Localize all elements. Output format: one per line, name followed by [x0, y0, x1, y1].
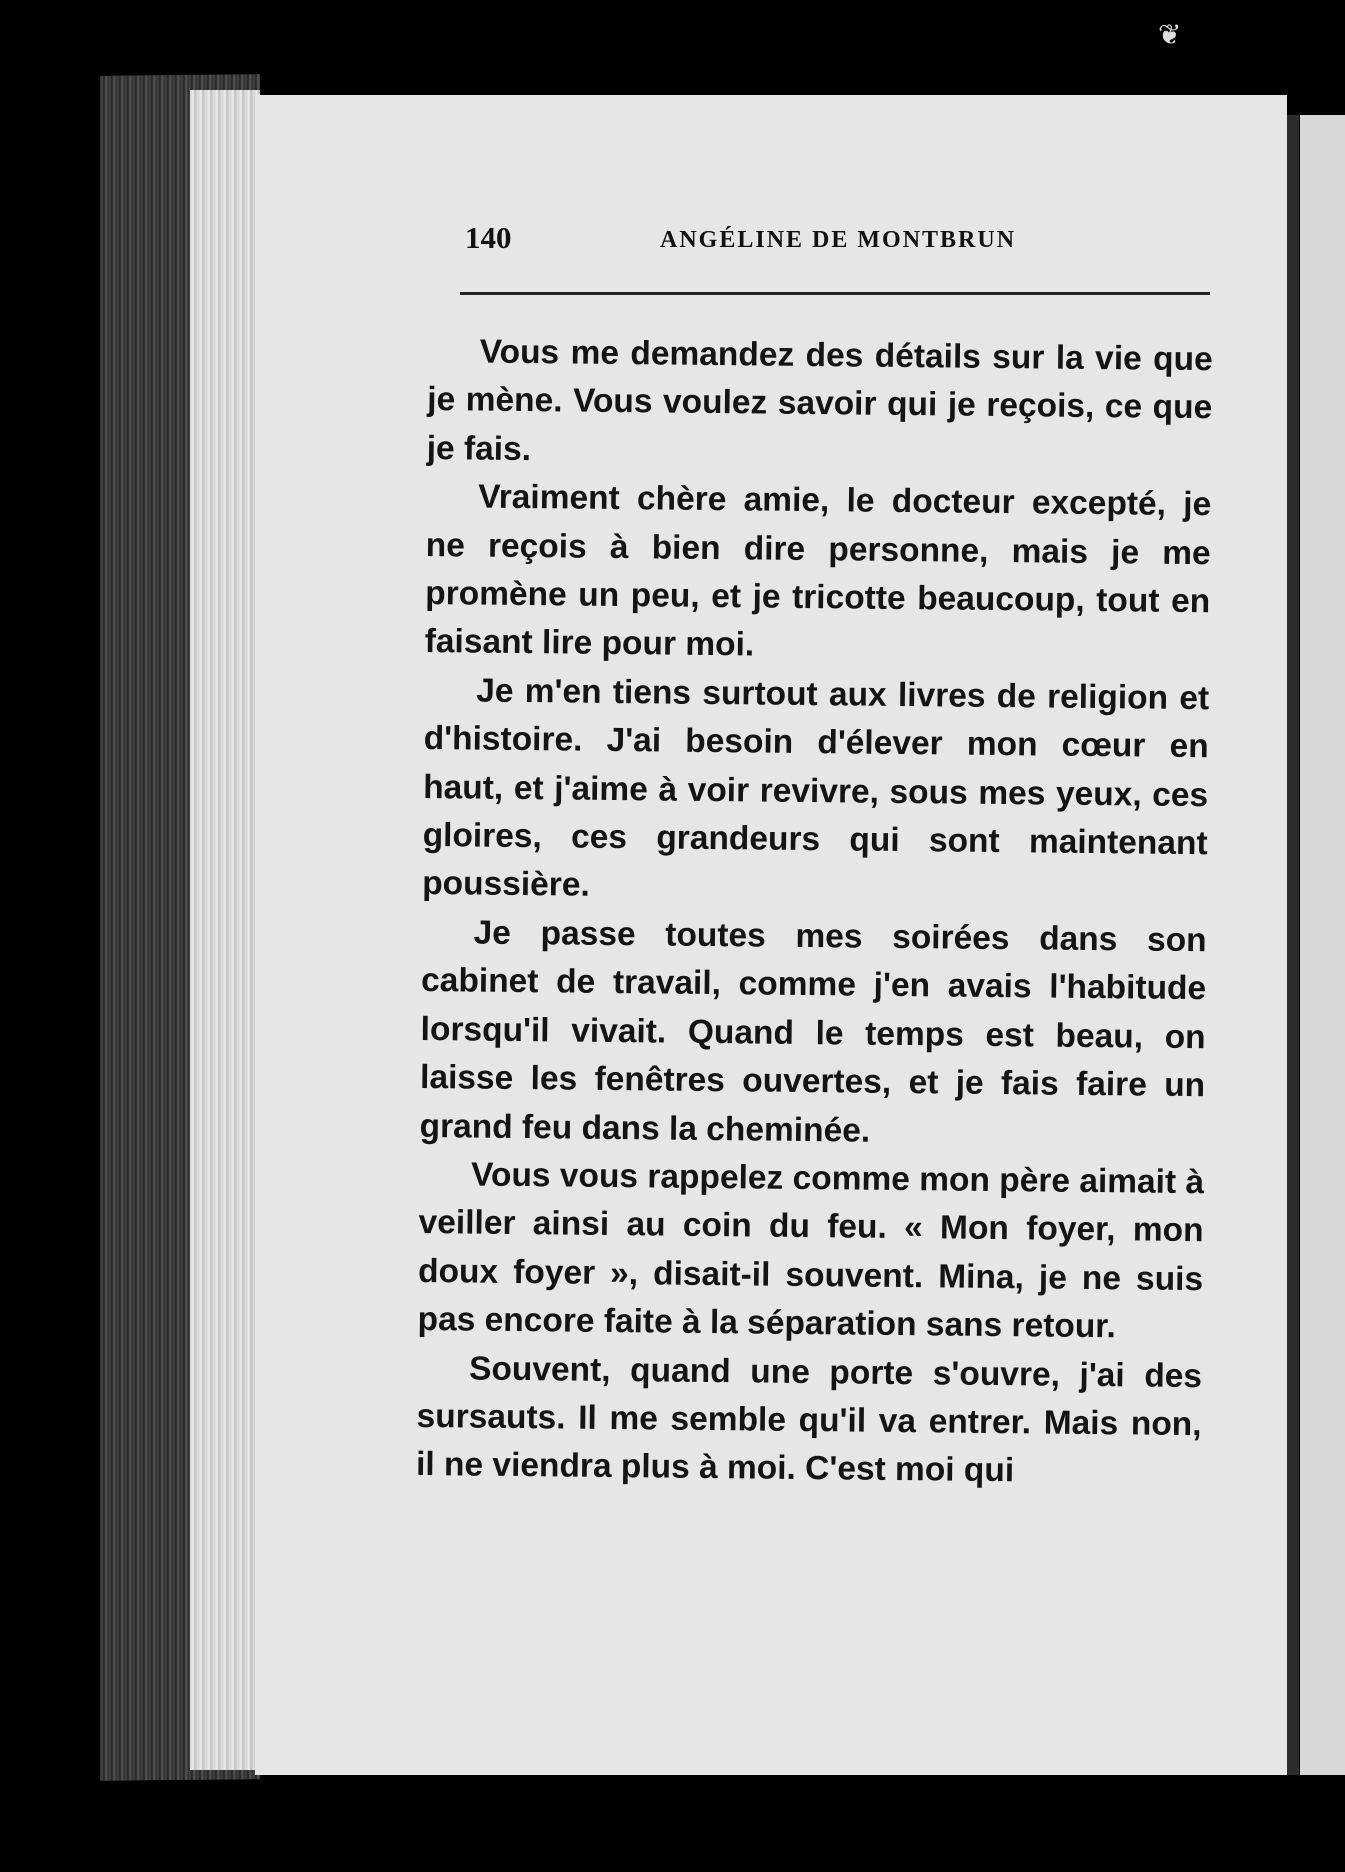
- paragraph: Vraiment chère amie, le docteur excepté, je ne reçois à bien dire personne, mais je me promène un peu, et je tricotte beaucoup, tout en faisant lire pour moi.: [424, 478, 1212, 664]
- gutter-shadow: [1287, 115, 1299, 1775]
- facing-page-strip: [1300, 115, 1345, 1775]
- paragraph: Vous me demandez des détails sur la vie que je mène. Vous voulez savoir qui je reçois, ce que je fais.: [426, 333, 1213, 468]
- paragraph: Souvent, quand une porte s'ouvre, j'ai des sursauts. Il me semble qu'il va entrer. Mais non, il ne viendra plus à moi. C'est moi qui: [415, 1350, 1203, 1490]
- running-title: ANGÉLINE DE MONTBRUN: [660, 227, 1017, 253]
- page-number: 140: [465, 220, 512, 255]
- body-text: [416, 328, 1213, 1498]
- paragraph: Vous vous rappelez comme mon père aimait à veiller ainsi au coin du feu. « Mon foyer, mon doux foyer », disait-il souvent. Mina, je ne suis pas encore faite à la séparation sans retour.: [417, 1156, 1205, 1346]
- scan-smudge-icon: ❦: [1158, 18, 1182, 51]
- paragraph: Je passe toutes mes soirées dans son cabinet de travail, comme j'en avais l'habitude lorsqu'il vivait. Quand le temps est beau, on laisse les fenêtres ouvertes, et je fais faire un grand feu dans la cheminée.: [419, 914, 1207, 1150]
- paragraph: Je m'en tiens surtout aux livres de religion et d'histoire. J'ai besoin d'élever mon cœur en haut, et j'aime à voir revivre, sous mes yeux, ces gloires, ces grandeurs qui sont maintenant poussière.: [421, 672, 1210, 905]
- header-rule: [460, 292, 1210, 295]
- book-page-edges-light: [190, 90, 260, 1770]
